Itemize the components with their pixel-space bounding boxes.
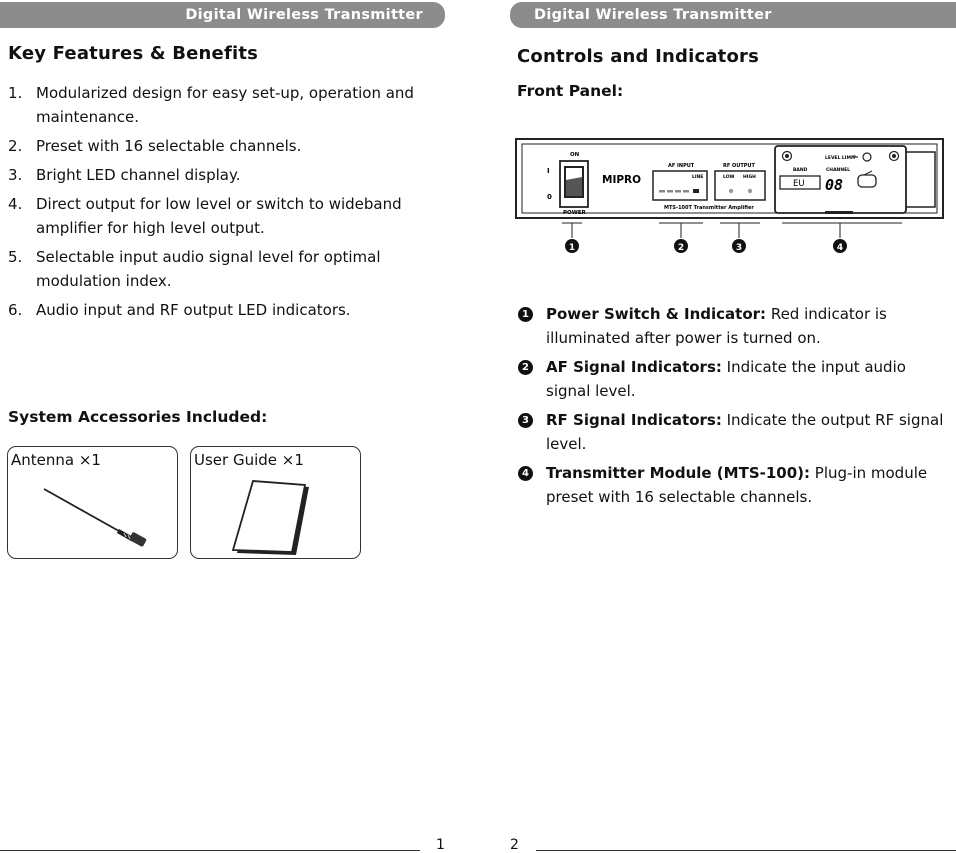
antenna-icon [44, 489, 147, 547]
indicator-item: 2 AF Signal Indicators: Indicate the input audio signal level. [518, 355, 954, 403]
callout-4-label: 4 [836, 243, 844, 253]
feature-item: 1. Modularized design for easy set-up, operation and maintenance. [8, 84, 414, 126]
left-header: Digital Wireless Transmitter [0, 2, 445, 28]
booklet-icon [233, 481, 309, 555]
brand-logo: MIPRO [602, 174, 642, 186]
antenna-illustration [8, 447, 179, 560]
left-footer-rule [0, 850, 420, 851]
callout-2 [674, 239, 688, 253]
features-list [8, 81, 448, 327]
rf-low-text: LOW [723, 175, 735, 180]
level-limit-text: LEVEL LIMIT [825, 156, 856, 161]
channel-text: CHANNEL [826, 168, 851, 173]
left-page [0, 0, 450, 852]
user-guide-label: User Guide ×1 [194, 451, 304, 469]
front-panel-subtitle: Front Panel: [517, 82, 624, 100]
model-text: MTS-100T Transmitter Amplifier [664, 205, 754, 211]
callout-1-label: 1 [568, 243, 576, 253]
feature-item: 5. Selectable input audio signal level for optimal modulation index. [8, 248, 381, 290]
indicator-list [518, 302, 954, 514]
power-o-text: 0 [547, 193, 552, 201]
page-number-left: 1 [436, 837, 445, 853]
right-header: Digital Wireless Transmitter [510, 2, 956, 28]
right-footer-rule [536, 850, 956, 851]
indicator-item: 1 Power Switch & Indicator: Red indicator is illuminated after power is turned on. [518, 302, 954, 350]
page-number-right: 2 [510, 837, 519, 853]
channel-display: 08 [825, 176, 844, 194]
power-label: POWER [563, 210, 586, 216]
callout-1 [565, 239, 579, 253]
indicator-item: 3 RF Signal Indicators: Indicate the output RF signal level. [518, 408, 954, 456]
user-guide-box [190, 446, 361, 559]
rf-output-text: RF OUTPUT [723, 163, 755, 169]
callout-2-label: 2 [677, 243, 685, 253]
line-text: LINE [692, 175, 704, 180]
power-i-text: I [547, 167, 550, 175]
callout-3-label: 3 [735, 243, 743, 253]
callout-3 [732, 239, 746, 253]
band-value: EU [793, 179, 805, 189]
callout-lines [562, 223, 902, 238]
feature-item: 4. Direct output for low level or switch to wideband amplifier for high level output. [8, 195, 402, 237]
antenna-label: Antenna ×1 [11, 451, 101, 469]
af-input-text: AF INPUT [668, 163, 695, 169]
right-page [506, 0, 956, 852]
feature-item: 2. Preset with 16 selectable channels. [8, 137, 302, 155]
power-on-text: ON [570, 152, 580, 158]
front-panel-diagram [514, 132, 948, 258]
antenna-box [7, 446, 178, 559]
rf-high-text: HIGH [743, 175, 756, 180]
callout-4 [833, 239, 847, 253]
feature-item: 6. Audio input and RF output LED indicators. [8, 301, 351, 319]
controls-title: Controls and Indicators [517, 46, 760, 67]
accessories-title: System Accessories Included: [8, 408, 268, 426]
indicator-item: 4 Transmitter Module (MTS-100): Plug-in module preset with 16 selectable channels. [518, 461, 954, 509]
feature-item: 3. Bright LED channel display. [8, 166, 241, 184]
user-guide-illustration [191, 447, 362, 560]
band-text: BAND [793, 168, 808, 173]
channel-button [858, 175, 876, 187]
rf-high-led [748, 189, 752, 193]
rf-low-led [729, 189, 733, 193]
features-title: Key Features & Benefits [8, 43, 259, 64]
